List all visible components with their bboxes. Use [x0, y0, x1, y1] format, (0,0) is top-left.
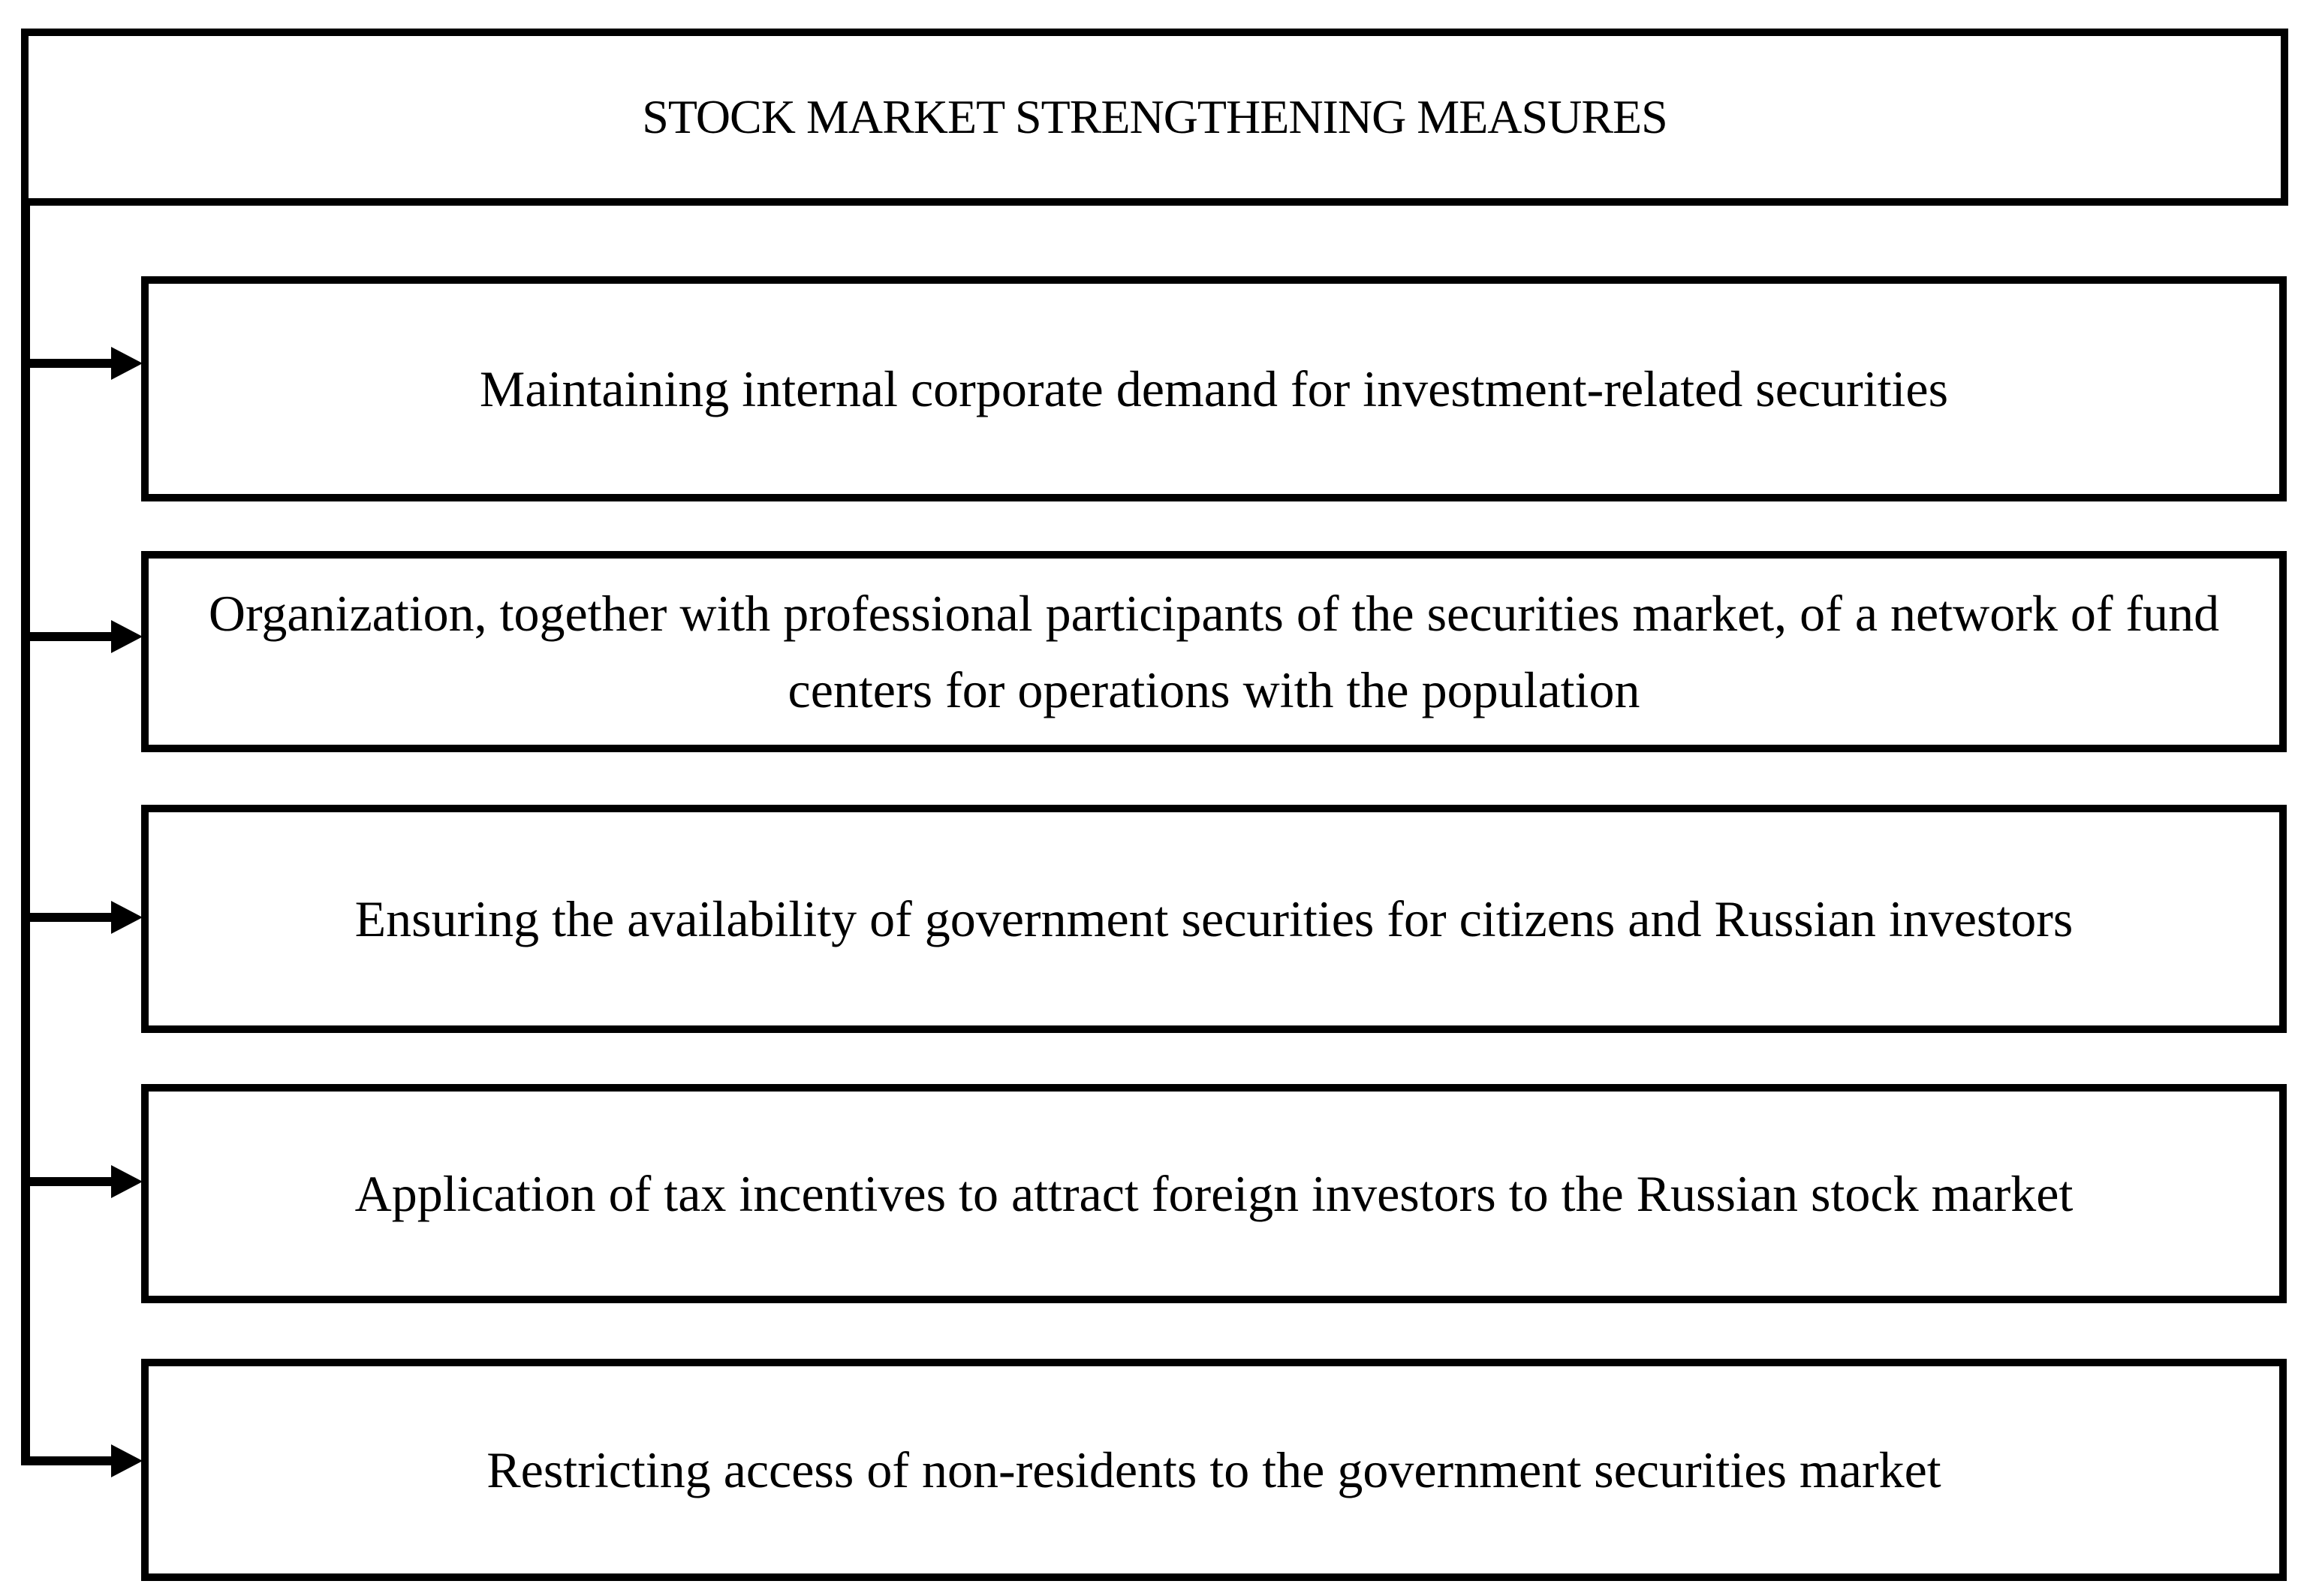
measure-box-5 — [141, 1359, 2287, 1581]
measure-box-3 — [141, 805, 2287, 1033]
measure-text-3: Ensuring the availability of government securities for citizens and Russian investors — [354, 890, 2074, 947]
measure-text-1: Maintaining internal corporate demand for investment-related securities — [479, 360, 1949, 417]
measure-box-1 — [141, 276, 2287, 501]
arrow-3-icon — [21, 901, 143, 934]
arrow-1-icon — [21, 347, 143, 380]
measure-box-2 — [141, 551, 2287, 752]
measure-box-4 — [141, 1084, 2287, 1303]
measure-text-2: Organization, together with professional participants of the securities market, of a network of fund centers for operations with the population — [208, 585, 2220, 718]
header-box — [21, 29, 2288, 206]
arrow-4-icon — [21, 1165, 143, 1198]
measure-text-5: Restricting access of non-residents to the government securities market — [486, 1441, 1941, 1498]
arrow-5-icon — [21, 1444, 143, 1477]
arrow-2-icon — [21, 620, 143, 653]
diagram-title: STOCK MARKET STRENGTHENING MEASURES — [642, 90, 1667, 143]
measure-text-4: Application of tax incentives to attract foreign investors to the Russian stock market — [354, 1165, 2074, 1222]
